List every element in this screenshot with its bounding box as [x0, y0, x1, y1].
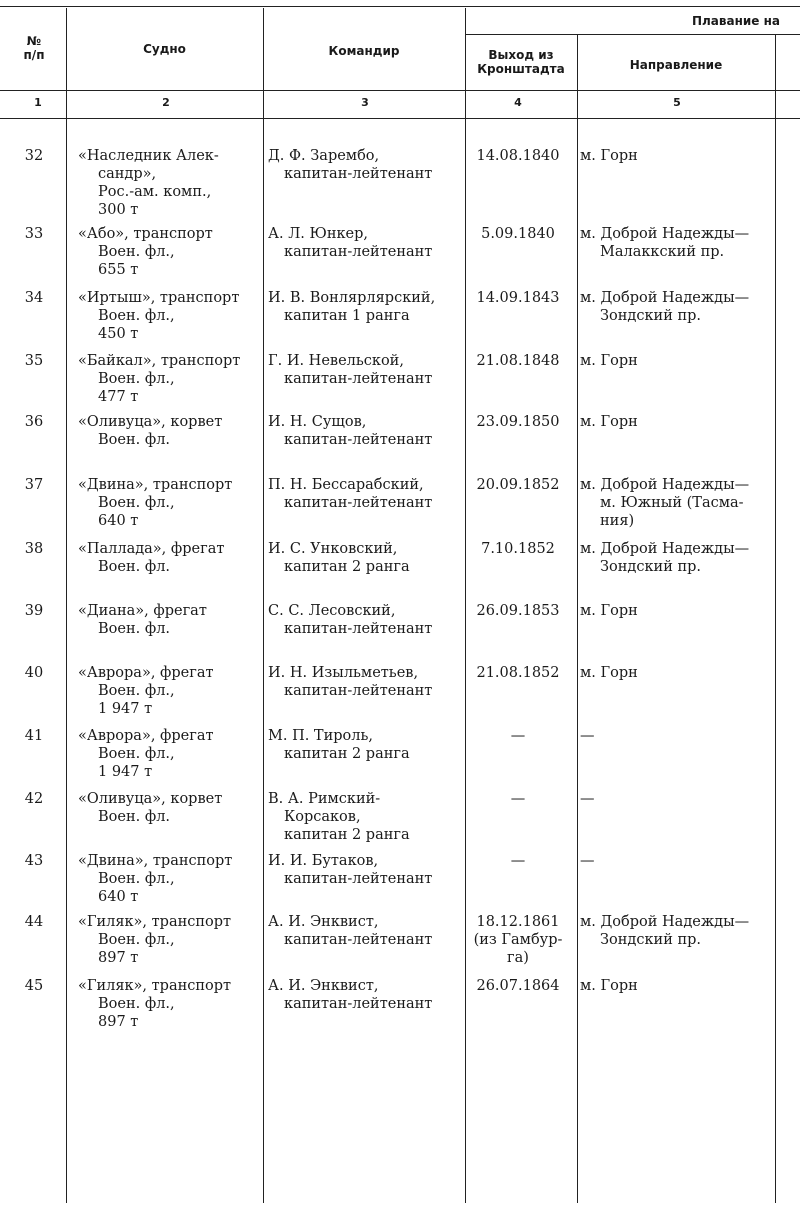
commander-cell — [268, 977, 463, 1013]
direction-cell-line: м. Доброй Надежды— — [580, 290, 750, 306]
commander-cell-line: А. Л. Юнкер, — [268, 226, 369, 242]
departure-cell-line: 14.09.1843 — [476, 290, 560, 306]
direction-cell-line: м. Горн — [580, 665, 638, 681]
commander-cell-line: И. Н. Сущов, — [268, 414, 367, 430]
commander-cell-line: капитан 2 ранга — [284, 559, 410, 575]
row-number-line: 33 — [24, 226, 44, 242]
ship-cell-line: Воен. фл., — [98, 495, 175, 511]
column-divider-1 — [66, 8, 67, 1203]
direction-cell — [580, 413, 795, 431]
commander-cell-line: капитан-лейтенант — [284, 932, 433, 948]
departure-cell — [463, 289, 573, 307]
commander-cell-line: А. И. Энквист, — [268, 914, 379, 930]
commander-cell-line: Корсаков, — [284, 809, 361, 825]
commander-cell — [268, 225, 463, 261]
commander-cell — [268, 727, 463, 763]
departure-cell-line: 7.10.1852 — [481, 541, 555, 557]
commander-cell — [268, 852, 463, 888]
departure-cell — [463, 664, 573, 682]
commander-cell-line: капитан 1 ранга — [284, 308, 410, 324]
commander-cell — [268, 476, 463, 512]
direction-cell-line: м. Горн — [580, 353, 638, 369]
departure-cell-line: — — [510, 728, 526, 744]
direction-cell-line: — — [580, 791, 595, 807]
column-divider-2 — [263, 8, 264, 1203]
column-number-1: 1 — [34, 96, 42, 109]
departure-cell — [463, 852, 573, 870]
direction-cell — [580, 147, 795, 165]
ship-cell — [78, 413, 263, 449]
ship-cell-line: Воен. фл., — [98, 371, 175, 387]
ship-cell-line: «Паллада», фрегат — [78, 541, 225, 557]
departure-cell-line: 18.12.1861 — [476, 914, 560, 930]
ship-cell-line: Воен. фл., — [98, 244, 175, 260]
direction-cell-line: Малаккский пр. — [600, 244, 725, 260]
commander-cell — [268, 602, 463, 638]
commander-cell — [268, 413, 463, 449]
ship-cell-line: Воен. фл., — [98, 683, 175, 699]
ship-cell-line: 1 947 т — [98, 764, 153, 780]
commander-cell — [268, 540, 463, 576]
ship-cell — [78, 977, 263, 1031]
row-number — [14, 225, 54, 243]
commander-cell-line: капитан-лейтенант — [284, 244, 433, 260]
direction-cell-line: м. Горн — [580, 148, 638, 164]
column-number-4: 4 — [514, 96, 522, 109]
direction-cell-line: м. Горн — [580, 978, 638, 994]
direction-cell-line: Зондский пр. — [600, 932, 702, 948]
ship-cell-line: 640 т — [98, 889, 139, 905]
column-number-5: 5 — [673, 96, 681, 109]
commander-cell-line: капитан-лейтенант — [284, 621, 433, 637]
row-number-line: 36 — [24, 414, 44, 430]
row-number-line: 34 — [24, 290, 44, 306]
departure-cell-line: — — [510, 853, 526, 869]
row-number — [14, 852, 54, 870]
row-number-line: 41 — [24, 728, 44, 744]
commander-cell-line: М. П. Тироль, — [268, 728, 373, 744]
direction-cell — [580, 913, 795, 949]
row-number — [14, 540, 54, 558]
ship-cell-line: Воен. фл., — [98, 871, 175, 887]
departure-cell-line: 14.08.1840 — [476, 148, 560, 164]
header-departure: Выход из Кронштадта — [477, 48, 565, 76]
direction-cell-line: Зондский пр. — [600, 559, 702, 575]
direction-cell — [580, 225, 795, 261]
direction-cell-line: — — [580, 728, 595, 744]
ship-cell — [78, 790, 263, 826]
departure-cell — [463, 147, 573, 165]
row-number — [14, 352, 54, 370]
departure-cell-line: 23.09.1850 — [476, 414, 560, 430]
departure-cell-line: (из Гамбур- — [473, 932, 563, 948]
ship-cell-line: 655 т — [98, 262, 139, 278]
commander-cell-line: В. А. Римский- — [268, 791, 381, 807]
direction-cell-line: — — [580, 853, 595, 869]
commander-cell — [268, 352, 463, 388]
row-number-line: 43 — [24, 853, 44, 869]
commander-cell-line: И. В. Вонлярлярский, — [268, 290, 436, 306]
row-number — [14, 413, 54, 431]
ship-cell-line: «Байкал», транспорт — [78, 353, 241, 369]
commander-cell — [268, 147, 463, 183]
ship-cell-line: 450 т — [98, 326, 139, 342]
ship-cell-line: 477 т — [98, 389, 139, 405]
commander-cell — [268, 913, 463, 949]
ship-cell — [78, 225, 263, 279]
commander-cell-line: капитан-лейтенант — [284, 432, 433, 448]
ship-cell — [78, 602, 263, 638]
departure-cell — [463, 977, 573, 995]
direction-cell-line: м. Горн — [580, 414, 638, 430]
row-number-line: 45 — [24, 978, 44, 994]
row-number — [14, 476, 54, 494]
direction-cell-line: м. Доброй Надежды— — [580, 226, 750, 242]
ship-cell-line: Воен. фл., — [98, 308, 175, 324]
ship-cell-line: Воен. фл., — [98, 746, 175, 762]
direction-cell — [580, 289, 795, 325]
direction-cell-line: м. Южный (Тасма- — [600, 495, 744, 511]
commander-cell-line: И. С. Унковский, — [268, 541, 398, 557]
ship-cell-line: «Наследник Алек- — [78, 148, 219, 164]
departure-cell-line: га) — [507, 950, 529, 966]
departure-cell — [463, 727, 573, 745]
ship-cell — [78, 289, 263, 343]
ship-cell-line: «Оливуца», корвет — [78, 791, 223, 807]
ship-cell-line: 300 т — [98, 202, 139, 218]
header-ship: Судно — [143, 42, 186, 56]
departure-cell-line: 26.09.1853 — [476, 603, 560, 619]
departure-cell-line: 26.07.1864 — [476, 978, 560, 994]
row-number — [14, 977, 54, 995]
direction-cell — [580, 540, 795, 576]
direction-cell — [580, 790, 795, 808]
direction-cell-line: ния) — [600, 513, 635, 529]
ship-cell-line: «Аврора», фрегат — [78, 728, 214, 744]
commander-cell-line: капитан 2 ранга — [284, 827, 410, 843]
direction-cell — [580, 476, 795, 530]
row-number-line: 44 — [24, 914, 44, 930]
departure-cell — [463, 790, 573, 808]
row-number — [14, 790, 54, 808]
row-number — [14, 664, 54, 682]
ship-cell-line: 897 т — [98, 1014, 139, 1030]
ship-cell-line: «Аврора», фрегат — [78, 665, 214, 681]
ship-cell-line: 640 т — [98, 513, 139, 529]
commander-cell-line: П. Н. Бессарабский, — [268, 477, 424, 493]
departure-cell — [463, 413, 573, 431]
row-number — [14, 289, 54, 307]
commander-cell-line: И. И. Бутаков, — [268, 853, 379, 869]
header-bottom-rule — [0, 90, 800, 91]
commander-cell-line: капитан 2 ранга — [284, 746, 410, 762]
column-number-rule — [0, 118, 800, 119]
row-number-line: 38 — [24, 541, 44, 557]
commander-cell — [268, 664, 463, 700]
departure-cell — [463, 352, 573, 370]
commander-cell-line: А. И. Энквист, — [268, 978, 379, 994]
direction-cell — [580, 727, 795, 745]
departure-cell — [463, 540, 573, 558]
departure-cell — [463, 602, 573, 620]
header-voyage-group: Плавание на — [691, 14, 780, 28]
ship-cell — [78, 727, 263, 781]
ship-cell-line: Воен. фл. — [98, 559, 171, 575]
direction-cell — [580, 602, 795, 620]
commander-cell — [268, 790, 463, 844]
ship-cell-line: 897 т — [98, 950, 139, 966]
direction-cell — [580, 352, 795, 370]
ship-cell — [78, 476, 263, 530]
column-number-3: 3 — [361, 96, 369, 109]
row-number — [14, 602, 54, 620]
ship-cell-line: Воен. фл., — [98, 932, 175, 948]
ship-cell — [78, 913, 263, 967]
ship-cell-line: «Або», транспорт — [78, 226, 213, 242]
departure-cell — [463, 225, 573, 243]
ship-cell-line: Рос.-ам. комп., — [98, 184, 212, 200]
departure-cell-line: 20.09.1852 — [476, 477, 560, 493]
row-number-line: 40 — [24, 665, 44, 681]
header-num: № п/п — [23, 34, 45, 62]
row-number — [14, 147, 54, 165]
commander-cell-line: капитан-лейтенант — [284, 166, 433, 182]
top-rule — [0, 6, 800, 7]
column-number-2: 2 — [162, 96, 170, 109]
ship-cell-line: «Двина», транспорт — [78, 853, 233, 869]
direction-cell-line: м. Доброй Надежды— — [580, 541, 750, 557]
header-commander: Командир — [328, 44, 400, 58]
ship-cell-line: «Гиляк», транспорт — [78, 914, 232, 930]
row-number-line: 42 — [24, 791, 44, 807]
row-number — [14, 913, 54, 931]
ship-cell-line: «Иртыш», транспорт — [78, 290, 240, 306]
direction-cell — [580, 664, 795, 682]
ship-cell — [78, 147, 263, 219]
commander-cell-line: капитан-лейтенант — [284, 683, 433, 699]
direction-cell-line: м. Горн — [580, 603, 638, 619]
departure-cell — [463, 913, 573, 967]
voyage-group-rule — [465, 34, 800, 35]
commander-cell-line: капитан-лейтенант — [284, 996, 433, 1012]
header-direction: Направление — [629, 58, 723, 72]
commander-cell — [268, 289, 463, 325]
commander-cell-line: Г. И. Невельской, — [268, 353, 404, 369]
direction-cell — [580, 852, 795, 870]
departure-cell-line: 21.08.1848 — [476, 353, 560, 369]
ship-cell-line: «Двина», транспорт — [78, 477, 233, 493]
ship-cell — [78, 540, 263, 576]
ship-cell — [78, 352, 263, 406]
ship-cell — [78, 852, 263, 906]
commander-cell-line: С. С. Лесовский, — [268, 603, 396, 619]
row-number-line: 37 — [24, 477, 44, 493]
commander-cell-line: капитан-лейтенант — [284, 871, 433, 887]
direction-cell — [580, 977, 795, 995]
ship-cell-line: Воен. фл. — [98, 432, 171, 448]
ship-cell-line: Воен. фл., — [98, 996, 175, 1012]
commander-cell-line: Д. Ф. Зарембо, — [268, 148, 380, 164]
ship-cell-line: сандр», — [98, 166, 157, 182]
departure-cell — [463, 476, 573, 494]
departure-cell-line: 5.09.1840 — [481, 226, 555, 242]
commander-cell-line: капитан-лейтенант — [284, 495, 433, 511]
row-number-line: 35 — [24, 353, 44, 369]
row-number-line: 32 — [24, 148, 44, 164]
row-number-line: 39 — [24, 603, 44, 619]
ship-cell — [78, 664, 263, 718]
commander-cell-line: И. Н. Изыльметьев, — [268, 665, 419, 681]
direction-cell-line: м. Доброй Надежды— — [580, 477, 750, 493]
ship-cell-line: Воен. фл. — [98, 621, 171, 637]
direction-cell-line: м. Доброй Надежды— — [580, 914, 750, 930]
departure-cell-line: 21.08.1852 — [476, 665, 560, 681]
ship-cell-line: Воен. фл. — [98, 809, 171, 825]
ship-cell-line: «Диана», фрегат — [78, 603, 207, 619]
commander-cell-line: капитан-лейтенант — [284, 371, 433, 387]
departure-cell-line: — — [510, 791, 526, 807]
ship-cell-line: «Гиляк», транспорт — [78, 978, 232, 994]
column-divider-4 — [577, 34, 578, 1203]
row-number — [14, 727, 54, 745]
ship-cell-line: «Оливуца», корвет — [78, 414, 223, 430]
ship-cell-line: 1 947 т — [98, 701, 153, 717]
direction-cell-line: Зондский пр. — [600, 308, 702, 324]
